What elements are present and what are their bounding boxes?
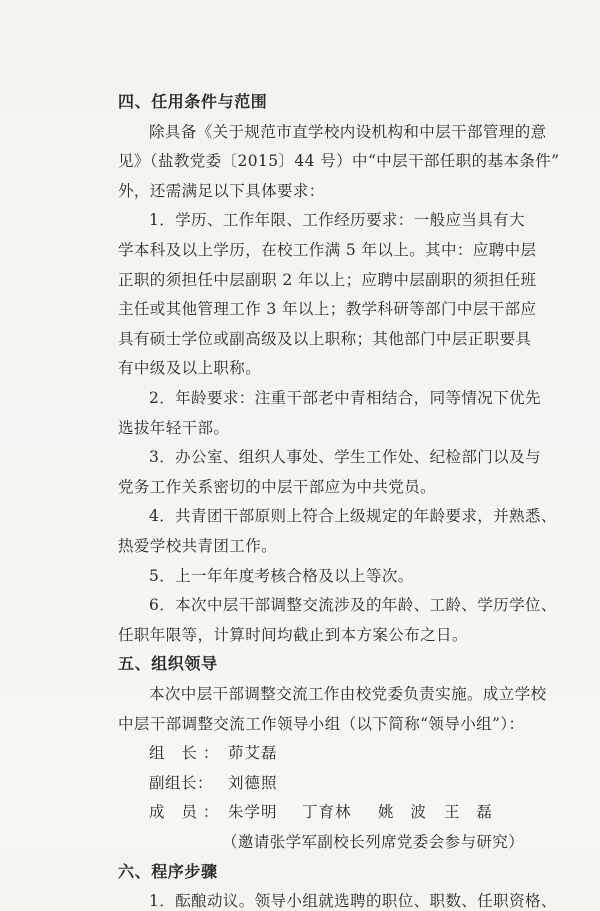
- item-1-line-2: 学本科及以上学历，在校工作满 5 年以上。其中：应聘中层: [118, 241, 537, 259]
- members-label: 成 员：: [149, 803, 225, 821]
- section-6-item-1: 1．酝酿动议。领导小组就选聘的职位、职数、任职资格、: [149, 892, 557, 910]
- item-6-line-2: 任职年限等，计算时间均截止到本方案公布之日。: [118, 626, 468, 644]
- item-1-line-4: 主任或其他管理工作 3 年以上；教学科研等部门中层干部应: [118, 300, 537, 318]
- leader-name: 茆艾磊: [228, 744, 278, 762]
- item-2-line-1: 2．年龄要求：注重干部老中青相结合，同等情况下优先: [149, 389, 541, 407]
- item-1-line-1: 1．学历、工作年限、工作经历要求：一般应当具有大: [149, 211, 525, 229]
- section-5-intro-line-1: 本次中层干部调整交流工作由校党委负责实施。成立学校: [149, 685, 547, 703]
- section-6-heading: 六、程序步骤: [118, 862, 218, 881]
- deputy-label: 副组长：: [149, 774, 214, 792]
- member-name: 王 磊: [444, 803, 498, 821]
- member-name: 姚 波: [378, 803, 432, 821]
- section-5-note: （邀请张学军副校长列席党委会参与研究）: [222, 833, 525, 851]
- section-4-intro-line-3: 外，还需满足以下具体要求：: [118, 182, 325, 200]
- item-3-line-1: 3．办公室、组织人事处、学生工作处、纪检部门以及与: [149, 448, 541, 466]
- member-name: 朱学明: [228, 803, 278, 821]
- item-5-line-1: 5．上一年年度考核合格及以上等次。: [149, 567, 414, 585]
- section-4-intro-line-1: 除具备《关于规范市直学校内设机构和中层干部管理的意: [149, 123, 547, 141]
- section-5-heading: 五、组织领导: [118, 654, 218, 673]
- item-1-line-5: 具有硕士学位或副高级及以上职称；其他部门中层正职要具: [118, 330, 532, 348]
- member-name: 丁育林: [302, 803, 352, 821]
- section-4-heading: 四、任用条件与范围: [118, 92, 268, 111]
- leader-label: 组 长：: [149, 744, 225, 762]
- deputy-name: 刘德照: [228, 774, 278, 792]
- section-4-intro-line-2: 见》（盐教党委〔2015〕44 号）中“中层干部任职的基本条件”: [118, 152, 560, 170]
- item-2-line-2: 选拔年轻干部。: [118, 419, 230, 437]
- item-1-line-3: 正职的须担任中层副职 2 年以上；应聘中层副职的须担任班: [118, 271, 537, 289]
- item-4-line-2: 热爱学校共青团工作。: [118, 537, 278, 555]
- item-6-line-1: 6．本次中层干部调整交流涉及的年龄、工龄、学历学位、: [149, 596, 557, 614]
- item-3-line-2: 党务工作关系密切的中层干部应为中共党员。: [118, 478, 437, 496]
- item-4-line-1: 4．共青团干部原则上符合上级规定的年龄要求，并熟悉、: [149, 507, 557, 525]
- section-5-intro-line-2: 中层干部调整交流工作领导小组（以下简称“领导小组”）：: [118, 715, 525, 733]
- item-1-line-6: 有中级及以上职称。: [118, 359, 262, 377]
